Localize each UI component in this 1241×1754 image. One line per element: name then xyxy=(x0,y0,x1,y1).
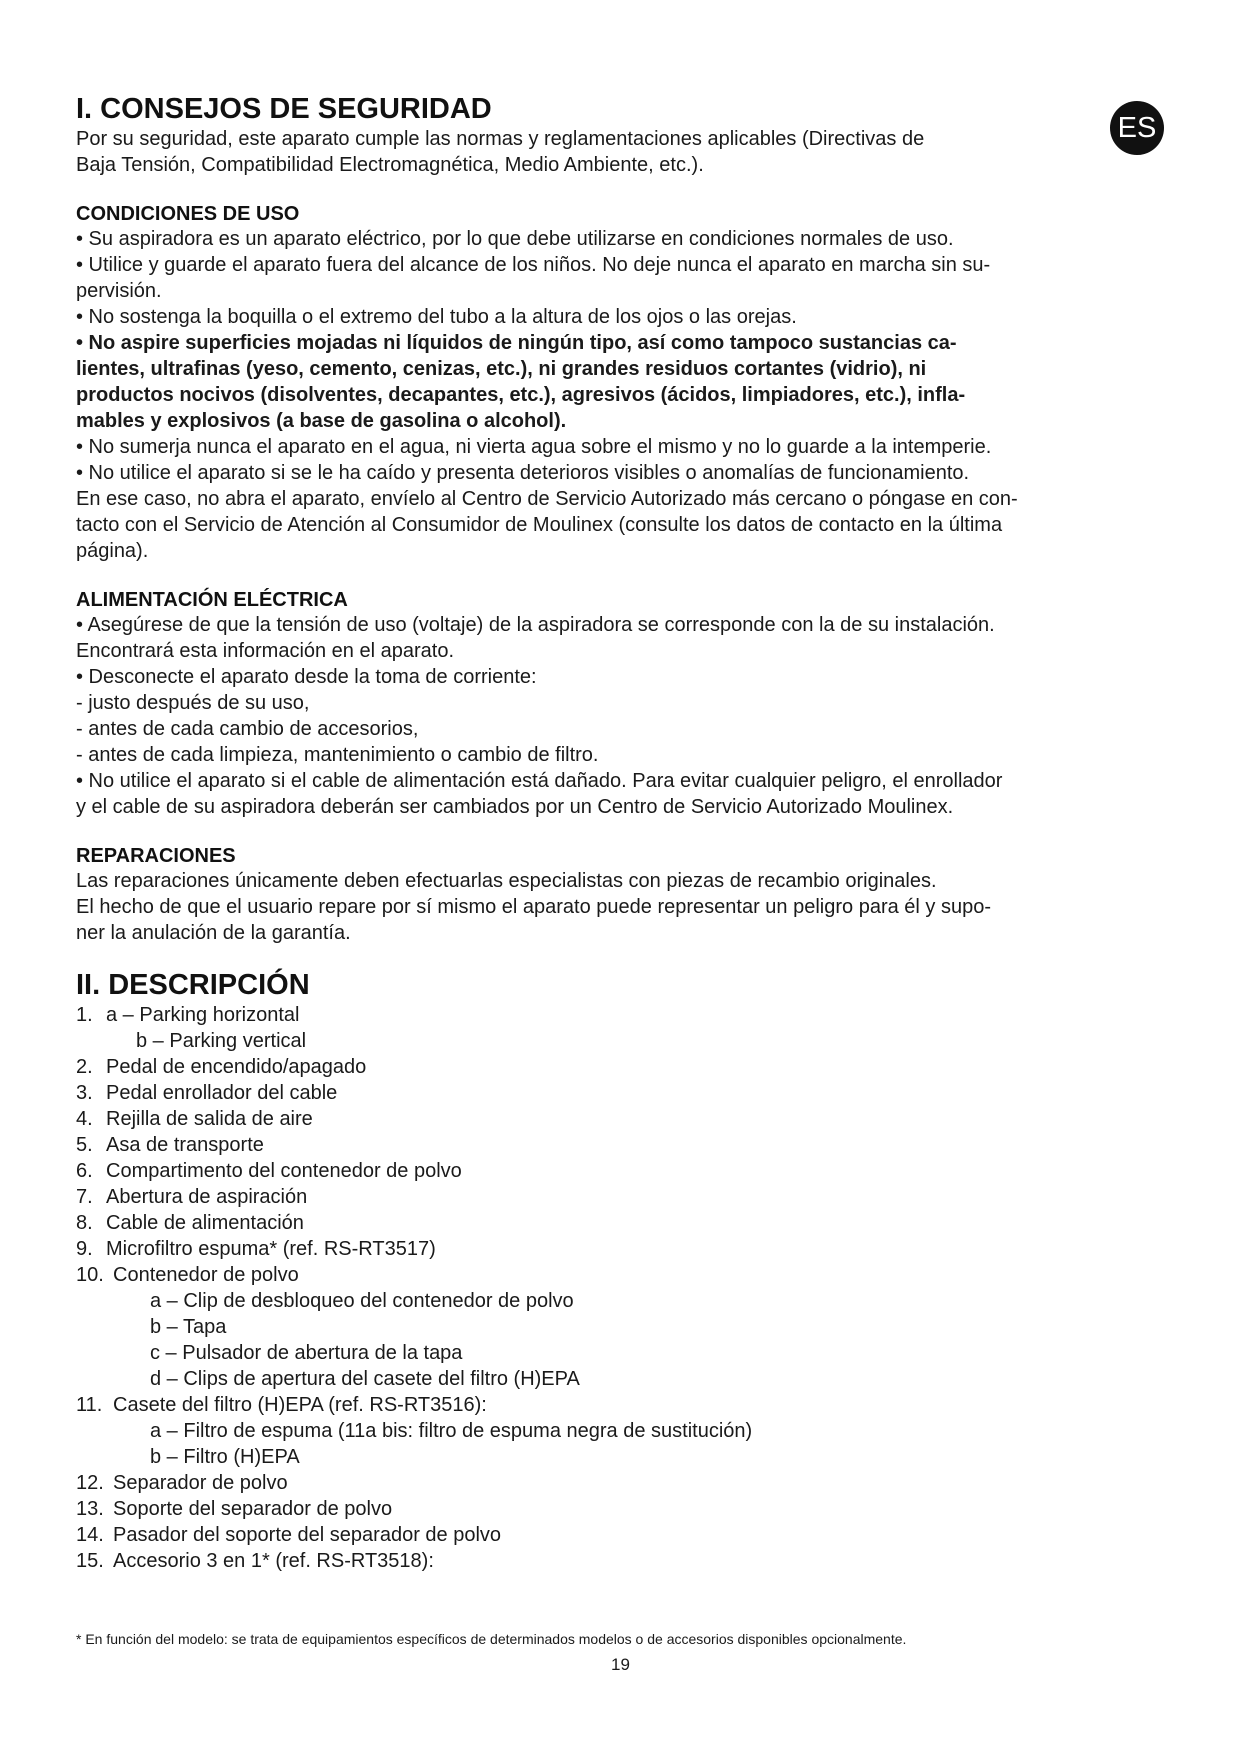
page-content xyxy=(76,92,1166,1574)
list-item-number: 6. xyxy=(76,1160,93,1182)
list-item xyxy=(76,1288,1166,1314)
text-line: Encontrará esta información en el aparato. xyxy=(76,640,454,662)
text-line: - justo después de su uso, xyxy=(76,692,310,714)
list-item xyxy=(76,1002,1166,1028)
list-item-number: 1. xyxy=(76,1004,93,1026)
text-line: y el cable de su aspiradora deberán ser cambiados por un Centro de Servicio Autorizado Moulinex. xyxy=(76,796,954,818)
description-list xyxy=(76,1002,1166,1574)
list-item-number: 8. xyxy=(76,1212,93,1234)
page-number: 19 xyxy=(611,1655,630,1674)
list-item xyxy=(76,1340,1166,1366)
text-line: • No sumerja nunca el aparato en el agua, ni vierta agua sobre el mismo y no lo guarde a la intemperie. xyxy=(76,436,992,458)
heading-power-supply: ALIMENTACIÓN ELÉCTRICA xyxy=(76,589,348,611)
list-item xyxy=(76,1444,1166,1470)
list-item-text: Soporte del separador de polvo xyxy=(113,1498,393,1520)
list-item-text: Compartimento del contenedor de polvo xyxy=(106,1160,462,1182)
text-line: • No sostenga la boquilla o el extremo del tubo a la altura de los ojos o las orejas. xyxy=(76,306,797,328)
list-item-number: 9. xyxy=(76,1238,93,1260)
text-line: • Desconecte el aparato desde la toma de corriente: xyxy=(76,666,537,688)
list-item-text: Asa de transporte xyxy=(106,1134,264,1156)
repair-lines xyxy=(76,868,1166,946)
list-item xyxy=(76,1054,1166,1080)
warning-line: mables y explosivos (a base de gasolina o alcohol). xyxy=(76,410,567,432)
text-line: • No utilice el aparato si se le ha caído y presenta deterioros visibles o anomalías de funcionamiento. xyxy=(76,462,970,484)
intro-line-1: Por su seguridad, este aparato cumple las normas y reglamentaciones aplicables (Directivas de xyxy=(76,128,925,150)
list-item xyxy=(76,1080,1166,1106)
uso-lines xyxy=(76,226,1166,330)
text-line: Las reparaciones únicamente deben efectuarlas especialistas con piezas de recambio originales. xyxy=(76,870,937,892)
warning-line: lientes, ultrafinas (yeso, cemento, cenizas, etc.), ni grandes residuos cortantes (vidrio), ni xyxy=(76,358,927,380)
list-item-text: Accesorio 3 en 1* (ref. RS-RT3518): xyxy=(113,1550,434,1572)
text-line: - antes de cada cambio de accesorios, xyxy=(76,718,419,740)
text-line: - antes de cada limpieza, mantenimiento o cambio de filtro. xyxy=(76,744,599,766)
footnote: * En función del modelo: se trata de equipamientos específicos de determinados modelos o de accesorios disponibles opcionalmente. xyxy=(76,1631,907,1647)
list-item-text: a – Parking horizontal xyxy=(106,1004,300,1026)
list-item-number: 13. xyxy=(76,1498,104,1520)
uso-lines-2 xyxy=(76,434,1166,564)
list-item xyxy=(76,1366,1166,1392)
list-item-number: 11. xyxy=(76,1394,103,1416)
section-title-safety: I. CONSEJOS DE SEGURIDAD xyxy=(76,93,492,125)
list-item-text: Pedal enrollador del cable xyxy=(106,1082,338,1104)
list-item-text: Contenedor de polvo xyxy=(113,1264,299,1286)
list-item-number: 3. xyxy=(76,1082,93,1104)
list-item xyxy=(76,1392,1166,1418)
uso-bold-lines xyxy=(76,330,1166,434)
list-item-text: Separador de polvo xyxy=(113,1472,288,1494)
list-item-text: Abertura de aspiración xyxy=(106,1186,308,1208)
text-line: • No utilice el aparato si el cable de alimentación está dañado. Para evitar cualquier peligro, el enrollador xyxy=(76,770,1003,792)
heading-repairs: REPARACIONES xyxy=(76,845,236,867)
list-item-text: Rejilla de salida de aire xyxy=(106,1108,313,1130)
list-item-number: 5. xyxy=(76,1134,93,1156)
text-line: página). xyxy=(76,540,149,562)
list-item xyxy=(76,1210,1166,1236)
list-item-text: Pasador del soporte del separador de polvo xyxy=(113,1524,502,1546)
list-item xyxy=(76,1106,1166,1132)
language-badge: ES xyxy=(1110,101,1164,155)
list-item-number: 2. xyxy=(76,1056,93,1078)
warning-line: productos nocivos (disolventes, decapantes, etc.), agresivos (ácidos, limpiadores, etc.), infla- xyxy=(76,384,966,406)
list-item xyxy=(76,1028,1166,1054)
list-item-text: Casete del filtro (H)EPA (ref. RS-RT3516): xyxy=(113,1394,487,1416)
text-line: pervisión. xyxy=(76,280,162,302)
list-item-text: Microfiltro espuma* (ref. RS-RT3517) xyxy=(106,1238,436,1260)
list-item xyxy=(76,1184,1166,1210)
list-item-text: d – Clips de apertura del casete del filtro (H)EPA xyxy=(150,1368,580,1390)
list-item-text: b – Filtro (H)EPA xyxy=(150,1446,300,1468)
list-item xyxy=(76,1236,1166,1262)
list-item-number: 12. xyxy=(76,1472,104,1494)
list-item-text: a – Filtro de espuma (11a bis: filtro de espuma negra de sustitución) xyxy=(150,1420,753,1442)
list-item xyxy=(76,1470,1166,1496)
list-item xyxy=(76,1132,1166,1158)
list-item-text: c – Pulsador de abertura de la tapa xyxy=(150,1342,463,1364)
list-item xyxy=(76,1418,1166,1444)
text-line: En ese caso, no abra el aparato, envíelo al Centro de Servicio Autorizado más cercano o póngase en con- xyxy=(76,488,1018,510)
list-item xyxy=(76,1496,1166,1522)
list-item-text: b – Tapa xyxy=(150,1316,227,1338)
list-item-number: 15. xyxy=(76,1550,104,1572)
text-line: • Utilice y guarde el aparato fuera del alcance de los niños. No deje nunca el aparato en marcha sin su- xyxy=(76,254,991,276)
text-line: • Su aspiradora es un aparato eléctrico, por lo que debe utilizarse en condiciones normales de uso. xyxy=(76,228,954,250)
list-item xyxy=(76,1522,1166,1548)
text-line: tacto con el Servicio de Atención al Consumidor de Moulinex (consulte los datos de contacto en la última xyxy=(76,514,1003,536)
list-item-number: 7. xyxy=(76,1186,93,1208)
list-item-number: 4. xyxy=(76,1108,93,1130)
list-item xyxy=(76,1548,1166,1574)
list-item-text: Pedal de encendido/apagado xyxy=(106,1056,367,1078)
warning-line: • No aspire superficies mojadas ni líquidos de ningún tipo, así como tampoco sustancias ca- xyxy=(76,332,957,354)
text-line: ner la anulación de la garantía. xyxy=(76,922,351,944)
list-item-text: b – Parking vertical xyxy=(136,1030,307,1052)
power-lines xyxy=(76,612,1166,820)
heading-conditions-of-use: CONDICIONES DE USO xyxy=(76,203,300,225)
list-item-number: 10. xyxy=(76,1264,104,1286)
list-item xyxy=(76,1314,1166,1340)
list-item-text: Cable de alimentación xyxy=(106,1212,304,1234)
list-item xyxy=(76,1262,1166,1288)
text-line: • Asegúrese de que la tensión de uso (voltaje) de la aspiradora se corresponde con la de su instalación. xyxy=(76,614,995,636)
text-line: El hecho de que el usuario repare por sí mismo el aparato puede representar un peligro para él y supo- xyxy=(76,896,991,918)
list-item-text: a – Clip de desbloqueo del contenedor de polvo xyxy=(150,1290,574,1312)
list-item xyxy=(76,1158,1166,1184)
section-title-description: II. DESCRIPCIÓN xyxy=(76,969,310,1001)
intro-line-2: Baja Tensión, Compatibilidad Electromagnética, Medio Ambiente, etc.). xyxy=(76,154,704,176)
list-item-number: 14. xyxy=(76,1524,104,1546)
